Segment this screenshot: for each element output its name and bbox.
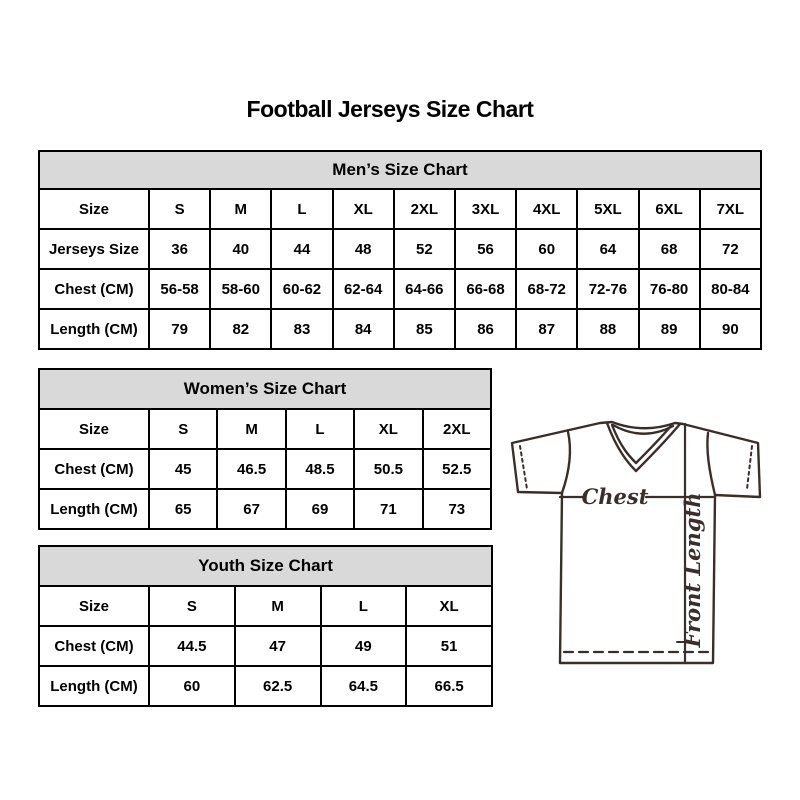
right-cuff-dashed-line (747, 446, 752, 489)
cell: 62.5 (235, 666, 321, 706)
cell: XL (333, 189, 394, 229)
cell: XL (354, 409, 422, 449)
jersey-outline-icon (512, 422, 760, 663)
cell: M (235, 586, 321, 626)
cell: 58-60 (210, 269, 271, 309)
cell: 64.5 (321, 666, 407, 706)
cell: M (217, 409, 285, 449)
cell: 68-72 (516, 269, 577, 309)
row-label: Chest (CM) (39, 269, 149, 309)
women-table-title: Women’s Size Chart (39, 369, 491, 409)
table-row (39, 409, 491, 449)
row-label: Size (39, 586, 149, 626)
cell: 79 (149, 309, 210, 349)
cell: S (149, 409, 217, 449)
row-label: Chest (CM) (39, 449, 149, 489)
cell: 71 (354, 489, 422, 529)
cell: 64 (577, 229, 638, 269)
jersey-measurement-diagram (500, 408, 785, 683)
table-row (39, 449, 491, 489)
cell: 66-68 (455, 269, 516, 309)
table-row (39, 189, 761, 229)
row-label: Jerseys Size (39, 229, 149, 269)
row-label: Length (CM) (39, 309, 149, 349)
table-row (39, 229, 761, 269)
cell: 56-58 (149, 269, 210, 309)
row-label: Length (CM) (39, 666, 149, 706)
cell: 80-84 (700, 269, 761, 309)
right-sleeve-seam-icon (707, 433, 715, 495)
cell: 76-80 (639, 269, 700, 309)
cell: 7XL (700, 189, 761, 229)
cell: 45 (149, 449, 217, 489)
cell: 73 (423, 489, 491, 529)
womens-size-table (38, 368, 492, 530)
cell: 66.5 (406, 666, 492, 706)
cell: 69 (286, 489, 354, 529)
table-row (39, 586, 492, 626)
left-cuff-dashed-line (520, 446, 527, 489)
row-label: Chest (CM) (39, 626, 149, 666)
table-row (39, 269, 761, 309)
cell: 48 (333, 229, 394, 269)
row-label: Size (39, 409, 149, 449)
cell: L (321, 586, 407, 626)
cell: 65 (149, 489, 217, 529)
cell: 46.5 (217, 449, 285, 489)
cell: L (271, 189, 332, 229)
men-table-header-row (39, 151, 761, 189)
table-row (39, 489, 491, 529)
cell: 51 (406, 626, 492, 666)
mens-size-table (38, 150, 762, 350)
cell: S (149, 189, 210, 229)
cell: 67 (217, 489, 285, 529)
cell: 72 (700, 229, 761, 269)
cell: 44 (271, 229, 332, 269)
cell: 85 (394, 309, 455, 349)
cell: 90 (700, 309, 761, 349)
youth-table-header-row (39, 546, 492, 586)
cell: 2XL (394, 189, 455, 229)
table-row (39, 309, 761, 349)
row-label: Length (CM) (39, 489, 149, 529)
women-table-header-row (39, 369, 491, 409)
cell: 56 (455, 229, 516, 269)
cell: 50.5 (354, 449, 422, 489)
cell: 89 (639, 309, 700, 349)
cell: 87 (516, 309, 577, 349)
cell: 36 (149, 229, 210, 269)
cell: 60 (516, 229, 577, 269)
cell: 2XL (423, 409, 491, 449)
collar-v-outer-icon (607, 423, 680, 471)
front-length-label: Front Length (680, 492, 705, 648)
cell: 4XL (516, 189, 577, 229)
cell: 52.5 (423, 449, 491, 489)
row-label: Size (39, 189, 149, 229)
chest-label: Chest (581, 484, 649, 509)
cell: 60 (149, 666, 235, 706)
cell: 62-64 (333, 269, 394, 309)
cell: 47 (235, 626, 321, 666)
cell: M (210, 189, 271, 229)
cell: 48.5 (286, 449, 354, 489)
cell: S (149, 586, 235, 626)
cell: 6XL (639, 189, 700, 229)
cell: 83 (271, 309, 332, 349)
cell: 82 (210, 309, 271, 349)
table-row (39, 666, 492, 706)
youth-table-title: Youth Size Chart (39, 546, 492, 586)
cell: 72-76 (577, 269, 638, 309)
cell: 68 (639, 229, 700, 269)
cell: 88 (577, 309, 638, 349)
left-sleeve-seam-icon (562, 432, 570, 493)
men-table-title: Men’s Size Chart (39, 151, 761, 189)
cell: XL (406, 586, 492, 626)
cell: 44.5 (149, 626, 235, 666)
cell: 86 (455, 309, 516, 349)
cell: 5XL (577, 189, 638, 229)
cell: 49 (321, 626, 407, 666)
cell: 64-66 (394, 269, 455, 309)
cell: 3XL (455, 189, 516, 229)
cell: 52 (394, 229, 455, 269)
cell: L (286, 409, 354, 449)
cell: 40 (210, 229, 271, 269)
page-title: Football Jerseys Size Chart (246, 96, 534, 122)
table-row (39, 626, 492, 666)
cell: 84 (333, 309, 394, 349)
cell: 60-62 (271, 269, 332, 309)
youth-size-table (38, 545, 493, 707)
